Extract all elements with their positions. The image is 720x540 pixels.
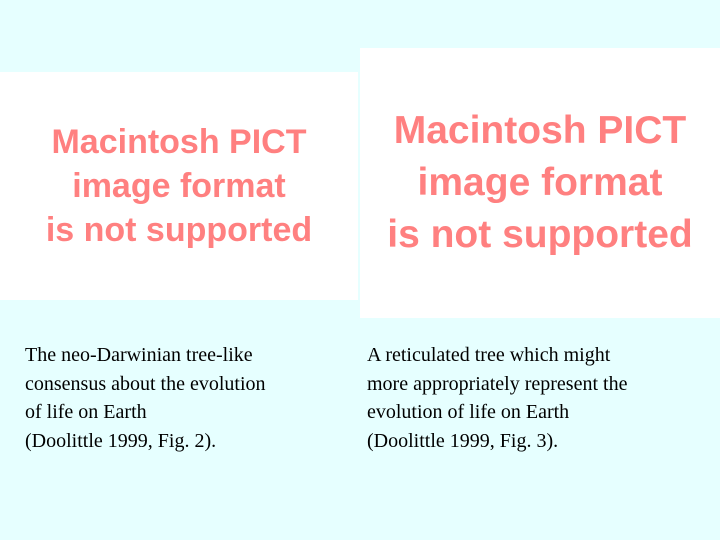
left-caption: [25, 341, 335, 455]
right-caption-line-3: evolution of life on Earth: [367, 401, 570, 423]
left-caption-line-3: of life on Earth: [25, 401, 147, 423]
left-caption-line-4: (Doolittle 1999, Fig. 2).: [25, 429, 217, 452]
left-caption-line-2: consensus about the evolution: [25, 372, 266, 395]
right-placeholder-line-1: Macintosh PICT: [393, 109, 687, 152]
left-figure-placeholder: [0, 72, 358, 300]
left-placeholder-line-2: image format: [72, 167, 286, 205]
right-placeholder-line-2: image format: [417, 161, 663, 204]
left-placeholder-line-3: is not supported: [45, 211, 313, 249]
right-figure-placeholder: [360, 48, 720, 318]
right-caption-line-4: (Doolittle 1999, Fig. 3).: [367, 429, 559, 452]
left-caption-line-1: The neo-Darwinian tree-like: [25, 344, 253, 366]
right-placeholder-line-3: is not supported: [387, 213, 693, 256]
left-placeholder-line-1: Macintosh PICT: [51, 123, 307, 161]
right-caption-line-2: more appropriately represent the: [367, 372, 628, 395]
right-caption: [367, 341, 707, 455]
right-caption-line-1: A reticulated tree which might: [367, 344, 611, 366]
